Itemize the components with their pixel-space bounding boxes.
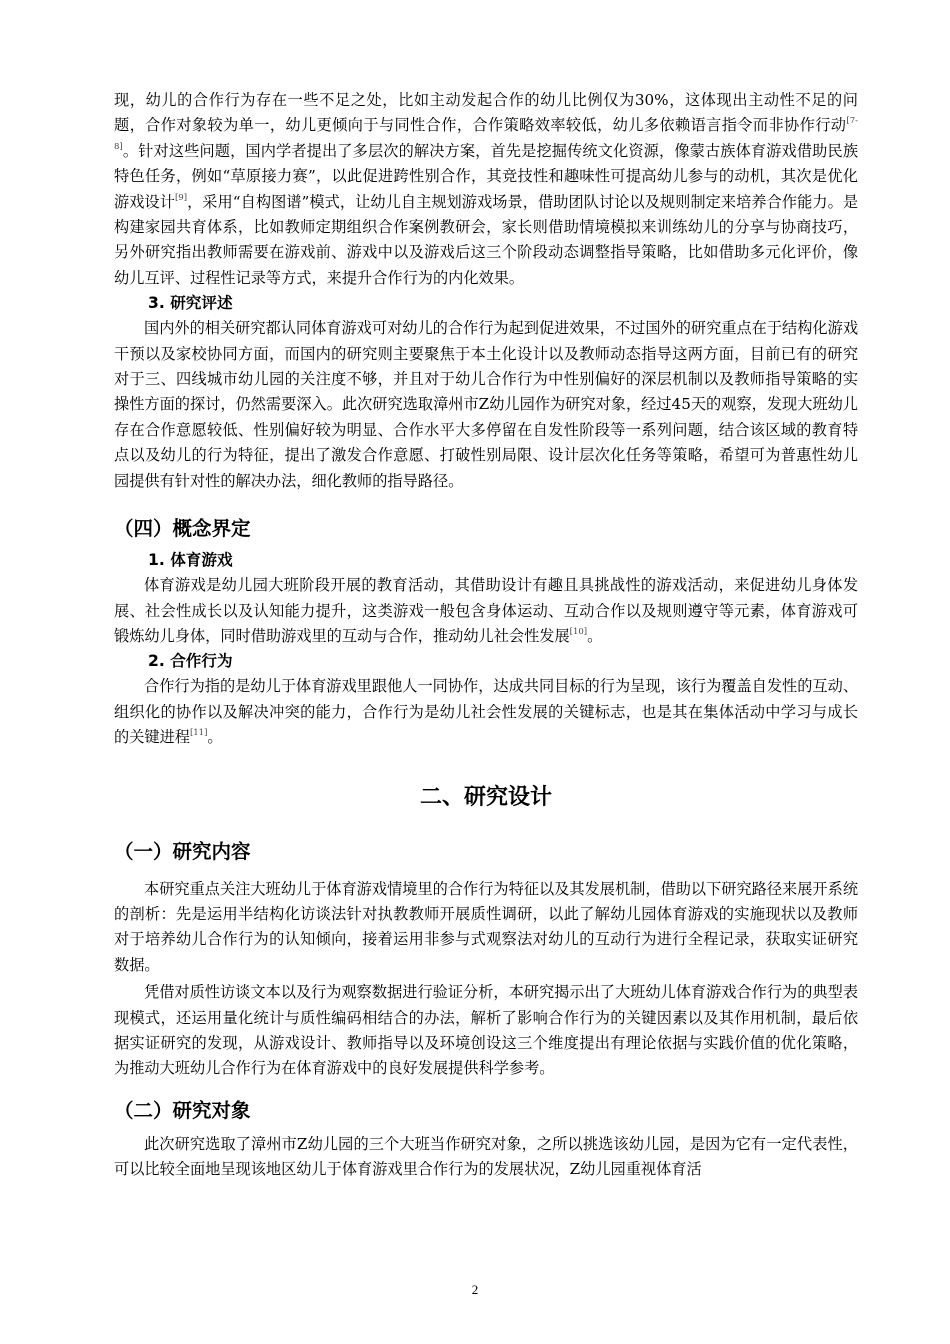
citation-9: [9]	[174, 192, 188, 203]
citation-10: [10]	[569, 626, 588, 637]
citation-11: [11]	[189, 728, 208, 739]
page-number: 2	[471, 1282, 479, 1297]
section-heading-concepts: （四）概念界定	[114, 517, 251, 541]
section-heading-research-content: （一）研究内容	[114, 839, 251, 863]
paragraph-research-review: 国内外的相关研究都认同体育游戏可对幼儿的合作行为起到促进效果，不过国外的研究重点在于结构化游戏干预以及家校协同方面，而国内的研究则主要聚焦于本土化设计以及教师动态指导这两方面，目前已有的研究对于三、四线城市幼儿园的关注度不够，并且对于幼儿合作行为中性别偏好的深层机制以及教师指导策略的实操性方面的探讨，仍然需要深入。此次研究选取漳州市Z幼儿园作为研究对象，经过45天的观察，发现大班幼儿存在合作意愿较低、性别偏好较为明显、合作水平大多停留在自发性阶段等一系列问题，结合该区域的教育特点以及幼儿的行为特征，提出了激发合作意愿、打破性别局限、设计层次化任务等策略，希望可为普惠性幼儿园提供有针对性的解决办法，细化教师的指导路径。	[114, 319, 858, 490]
page-body	[114, 88, 858, 1183]
subheading-sports-games: 1. 体育游戏	[148, 551, 233, 570]
citation-7-8: [7-8]	[114, 116, 858, 152]
paragraph-research-content-2: 凭借对质性访谈文本以及行为观察数据进行验证分析，本研究揭示出了大班幼儿体育游戏合作行为的典型表现模式，还运用量化统计与质性编码相结合的办法，解析了影响合作行为的关键因素以及其作用机制，最后依据实证研究的发现，从游戏设计、教师指导以及环境创设这三个维度提出有理论依据与实践价值的优化策略，为推动大班幼儿合作行为在体育游戏中的良好发展提供科学参考。	[114, 983, 858, 1078]
paragraph-research-subjects: 此次研究选取了漳州市Z幼儿园的三个大班当作研究对象，之所以挑选该幼儿园，是因为它有一定代表性，可以比较全面地呈现该地区幼儿于体育游戏里合作行为的发展状况，Z幼儿园重视体育活	[114, 1134, 858, 1179]
paragraph-cooperative-behavior: 合作行为指的是幼儿于体育游戏里跟他人一同协作，达成共同目标的行为呈现，该行为覆盖自发性的互动、组织化的协作以及解决冲突的能力，合作行为是幼儿社会性发展的关键标志，也是其在集体活动中学习与成长的关键进程[11]。	[114, 677, 858, 747]
subheading-research-review: 3. 研究评述	[148, 294, 233, 313]
section-heading-research-subjects: （二）研究对象	[114, 1098, 251, 1122]
subheading-cooperative-behavior: 2. 合作行为	[148, 652, 233, 671]
paragraph-sports-games: 体育游戏是幼儿园大班阶段开展的教育活动，其借助设计有趣且具挑战性的游戏活动，来促进幼儿身体发展、社会性成长以及认知能力提升，这类游戏一般包含身体运动、互动合作以及规则遵守等元素，体育游戏可锻炼幼儿身体，同时借助游戏里的互动与合作，推动幼儿社会性发展[10]。	[114, 576, 858, 645]
paragraph-literature-domestic: 现，幼儿的合作行为存在一些不足之处，比如主动发起合作的幼儿比例仅为30%，这体现出主动性不足的问题，合作对象较为单一，幼儿更倾向于与同性合作，合作策略效率较低，幼儿多依赖语言指令而非协作行动[7-8]。针对这些问题，国内学者提出了多层次的解决方案，首先是挖掘传统文化资源，像蒙古族体育游戏借助民族特色任务，例如“草原接力赛”，以此促进跨性别合作，其竞技性和趣味性可提高幼儿参与的动机，其次是优化游戏设计[9]，采用“自构图谱”模式，让幼儿自主规划游戏场景，借助团队讨论以及规则制定来培养合作能力。是构建家园共育体系，比如教师定期组织合作案例教研会，家长则借助情境模拟来训练幼儿的分享与协商技巧，另外研究指出教师需要在游戏前、游戏中以及游戏后这三个阶段动态调整指导策略，比如借助多元化评价，像幼儿互评、过程性记录等方式，来提升合作行为的内化效果。	[114, 91, 859, 287]
paragraph-research-content-1: 本研究重点关注大班幼儿于体育游戏情境里的合作行为特征以及其发展机制，借助以下研究路径来展开系统的剖析：先是运用半结构化访谈法针对执教教师开展质性调研，以此了解幼儿园体育游戏的实施现状以及教师对于培养幼儿合作行为的认知倾向，接着运用非参与式观察法对幼儿的互动行为进行全程记录，获取实证研究数据。	[114, 879, 858, 974]
chapter-heading-research-design: 二、研究设计	[419, 784, 552, 810]
